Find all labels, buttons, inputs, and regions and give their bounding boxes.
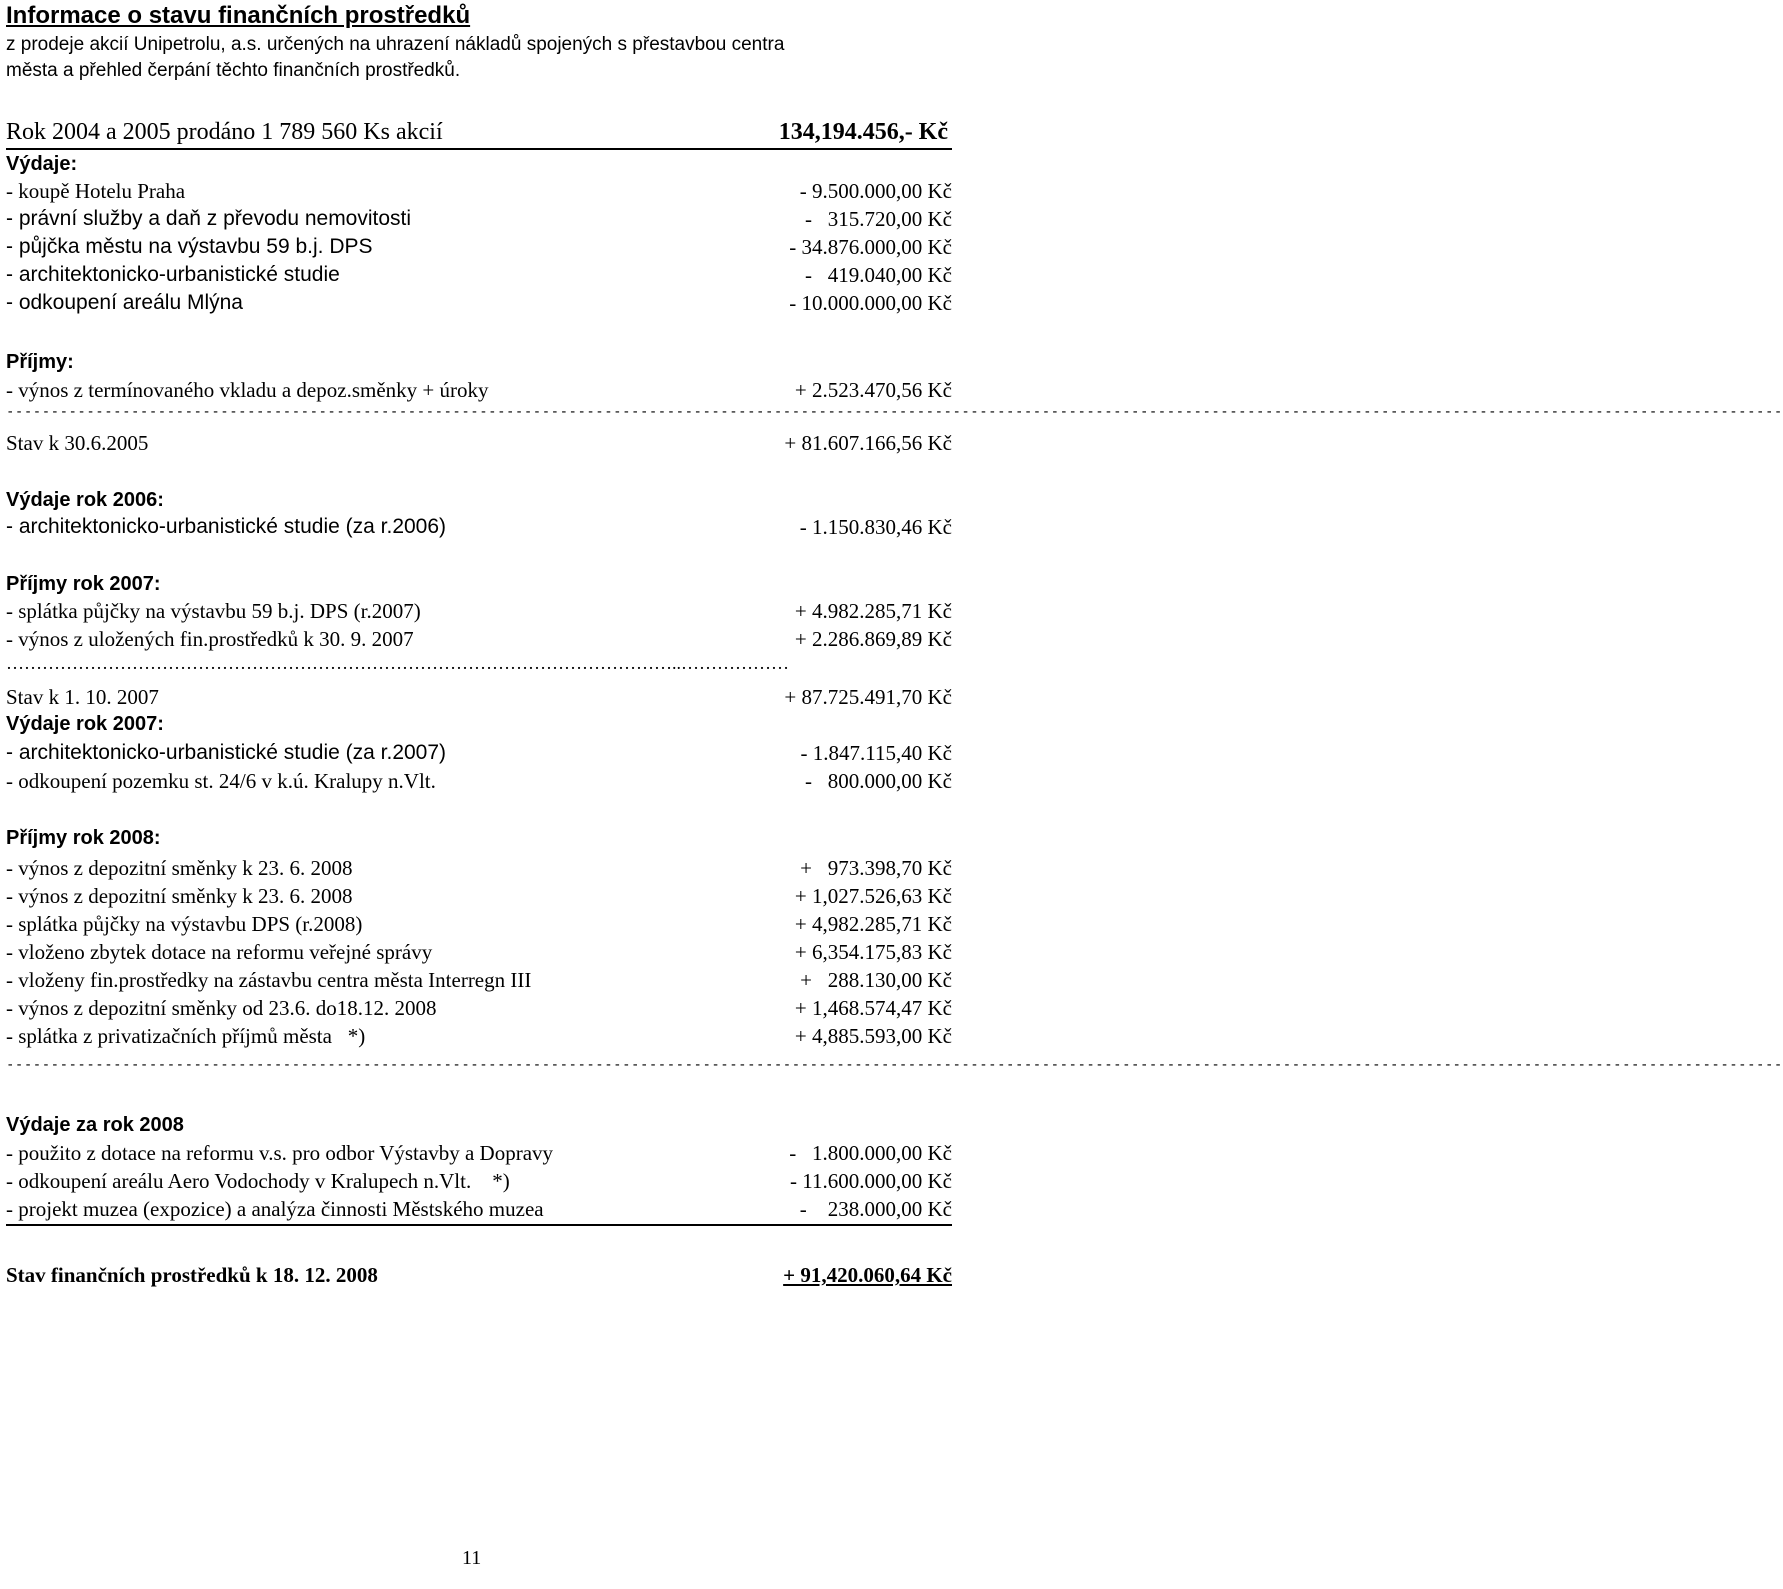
income-label: - vloženo zbytek dotace na reformu veřejné správy xyxy=(6,940,433,964)
income-label: - vloženy fin.prostředky na zástavbu centra města Interregn III xyxy=(6,968,532,992)
intro-line-2: města a přehled čerpání těchto finančních prostředků. xyxy=(6,60,461,81)
income-2007-heading: Příjmy rok 2007: xyxy=(6,573,161,595)
expense-amount: - 9.500.000,00 Kč xyxy=(799,179,952,203)
sale-row xyxy=(6,118,952,150)
expense-row xyxy=(6,262,952,288)
expense-label: - koupě Hotelu Praha xyxy=(6,179,186,203)
balance-amount: + 87.725.491,70 Kč xyxy=(784,685,952,709)
expense-row xyxy=(6,1168,952,1194)
balance-label: Stav k 30.6.2005 xyxy=(6,431,149,455)
expense-amount: - 10.000.000,00 Kč xyxy=(789,291,952,315)
expense-amount: - 1.800.000,00 Kč xyxy=(789,1141,952,1165)
dashed-separator: ------------------------------------------------------------------------------------------------------------------------------------------------------------------------------------------------------- xyxy=(6,1057,1783,1073)
expense-amount: - 1.847.115,40 Kč xyxy=(800,741,952,765)
income-label: - splátka z privatizačních příjmů města *) xyxy=(6,1024,366,1048)
income-row xyxy=(6,377,952,403)
expense-row xyxy=(6,1140,952,1166)
expense-label: - projekt muzea (expozice) a analýza činnosti Městského muzea xyxy=(6,1197,544,1221)
balance-label: Stav k 1. 10. 2007 xyxy=(6,685,159,709)
expense-label: - právní služby a daň z převodu nemovitosti xyxy=(6,207,412,230)
income-row xyxy=(6,967,952,993)
expense-label: - použito z dotace na reformu v.s. pro odbor Výstavby a Dopravy xyxy=(6,1141,554,1165)
expense-row xyxy=(6,290,952,316)
income-label: - výnos z uložených fin.prostředků k 30. 9. 2007 xyxy=(6,627,414,651)
dashed-separator: ------------------------------------------------------------------------------------------------------------------------------------------------------------------------------------------------------- xyxy=(6,404,1783,420)
expense-row xyxy=(6,740,952,766)
income-row xyxy=(6,939,952,965)
expense-amount: - 1.150.830,46 Kč xyxy=(799,515,952,539)
income-label: - splátka půjčky na výstavbu DPS (r.2008) xyxy=(6,912,363,936)
expense-row xyxy=(6,514,952,540)
income-amount: + 4,982.285,71 Kč xyxy=(794,912,952,936)
income-amount: + 973.398,70 Kč xyxy=(800,856,952,880)
dotted-separator: …………………………………………………………………………………………………..……………… xyxy=(6,653,789,673)
expense-row xyxy=(6,206,952,232)
expense-amount: - 11.600.000,00 Kč xyxy=(790,1169,952,1193)
expense-amount: - 800.000,00 Kč xyxy=(805,769,952,793)
expense-row xyxy=(6,234,952,260)
income-label: - výnos z termínovaného vkladu a depoz.směnky + úroky xyxy=(6,378,489,402)
intro-line-1: z prodeje akcií Unipetrolu, a.s. určených na uhrazení nákladů spojených s přestavbou centra xyxy=(6,34,785,55)
document-title: Informace o stavu finančních prostředků xyxy=(6,2,471,29)
final-balance-label: Stav finančních prostředků k 18. 12. 2008 xyxy=(6,1263,378,1287)
income-amount: + 4,885.593,00 Kč xyxy=(794,1024,952,1048)
expense-row xyxy=(6,768,952,794)
balance-row xyxy=(6,430,952,456)
income-row xyxy=(6,995,952,1021)
income-amount: + 2.523.470,56 Kč xyxy=(794,378,952,402)
final-balance-amount: + 91,420.060,64 Kč xyxy=(783,1263,952,1287)
expense-label: - odkoupení areálu Aero Vodochody v Kralupech n.Vlt. *) xyxy=(6,1169,510,1193)
final-balance-row xyxy=(6,1262,952,1288)
income-amount: + 4.982.285,71 Kč xyxy=(794,599,952,623)
expense-amount: - 419.040,00 Kč xyxy=(805,263,952,287)
income-amount: + 1,027.526,63 Kč xyxy=(794,884,952,908)
income-row xyxy=(6,1023,952,1049)
sale-label: Rok 2004 a 2005 prodáno 1 789 560 Ks akcií xyxy=(6,119,443,145)
page-number: 11 xyxy=(462,1547,482,1569)
expenses-2006-heading: Výdaje rok 2006: xyxy=(6,489,164,511)
income-amount: + 2.286.869,89 Kč xyxy=(794,627,952,651)
income-amount: + 1,468.574,47 Kč xyxy=(794,996,952,1020)
income-label: - výnos z depozitní směnky k 23. 6. 2008 xyxy=(6,856,353,880)
expenses-2008-heading: Výdaje za rok 2008 xyxy=(6,1114,184,1136)
income-heading: Příjmy: xyxy=(6,351,74,373)
expense-label: - odkoupení areálu Mlýna xyxy=(6,291,243,314)
income-amount: + 288.130,00 Kč xyxy=(800,968,952,992)
expense-row xyxy=(6,178,952,204)
income-row xyxy=(6,626,952,652)
expense-label: - půjčka městu na výstavbu 59 b.j. DPS xyxy=(6,235,373,258)
income-row xyxy=(6,598,952,624)
document-page xyxy=(6,0,1783,1589)
income-row xyxy=(6,883,952,909)
expenses-heading: Výdaje: xyxy=(6,153,78,175)
balance-amount: + 81.607.166,56 Kč xyxy=(784,431,952,455)
expense-label: - architektonicko-urbanistické studie (za r.2007) xyxy=(6,741,447,764)
expense-amount: - 238.000,00 Kč xyxy=(799,1197,952,1221)
expenses-2007-heading: Výdaje rok 2007: xyxy=(6,713,164,735)
expense-amount: - 315.720,00 Kč xyxy=(805,207,952,231)
expense-label: - architektonicko-urbanistické studie xyxy=(6,263,340,286)
income-label: - výnos z depozitní směnky k 23. 6. 2008 xyxy=(6,884,353,908)
income-label: - výnos z depozitní směnky od 23.6. do18.12. 2008 xyxy=(6,996,437,1020)
expense-row xyxy=(6,1196,952,1226)
income-amount: + 6,354.175,83 Kč xyxy=(794,940,952,964)
expense-label: - architektonicko-urbanistické studie (za r.2006) xyxy=(6,515,447,538)
income-2008-heading: Příjmy rok 2008: xyxy=(6,827,161,849)
expense-amount: - 34.876.000,00 Kč xyxy=(789,235,952,259)
balance-row xyxy=(6,684,952,710)
sale-amount: 134,194.456,- Kč xyxy=(778,119,948,145)
income-row xyxy=(6,855,952,881)
income-label: - splátka půjčky na výstavbu 59 b.j. DPS (r.2007) xyxy=(6,599,421,623)
income-row xyxy=(6,911,952,937)
expense-label: - odkoupení pozemku st. 24/6 v k.ú. Kralupy n.Vlt. xyxy=(6,769,436,793)
